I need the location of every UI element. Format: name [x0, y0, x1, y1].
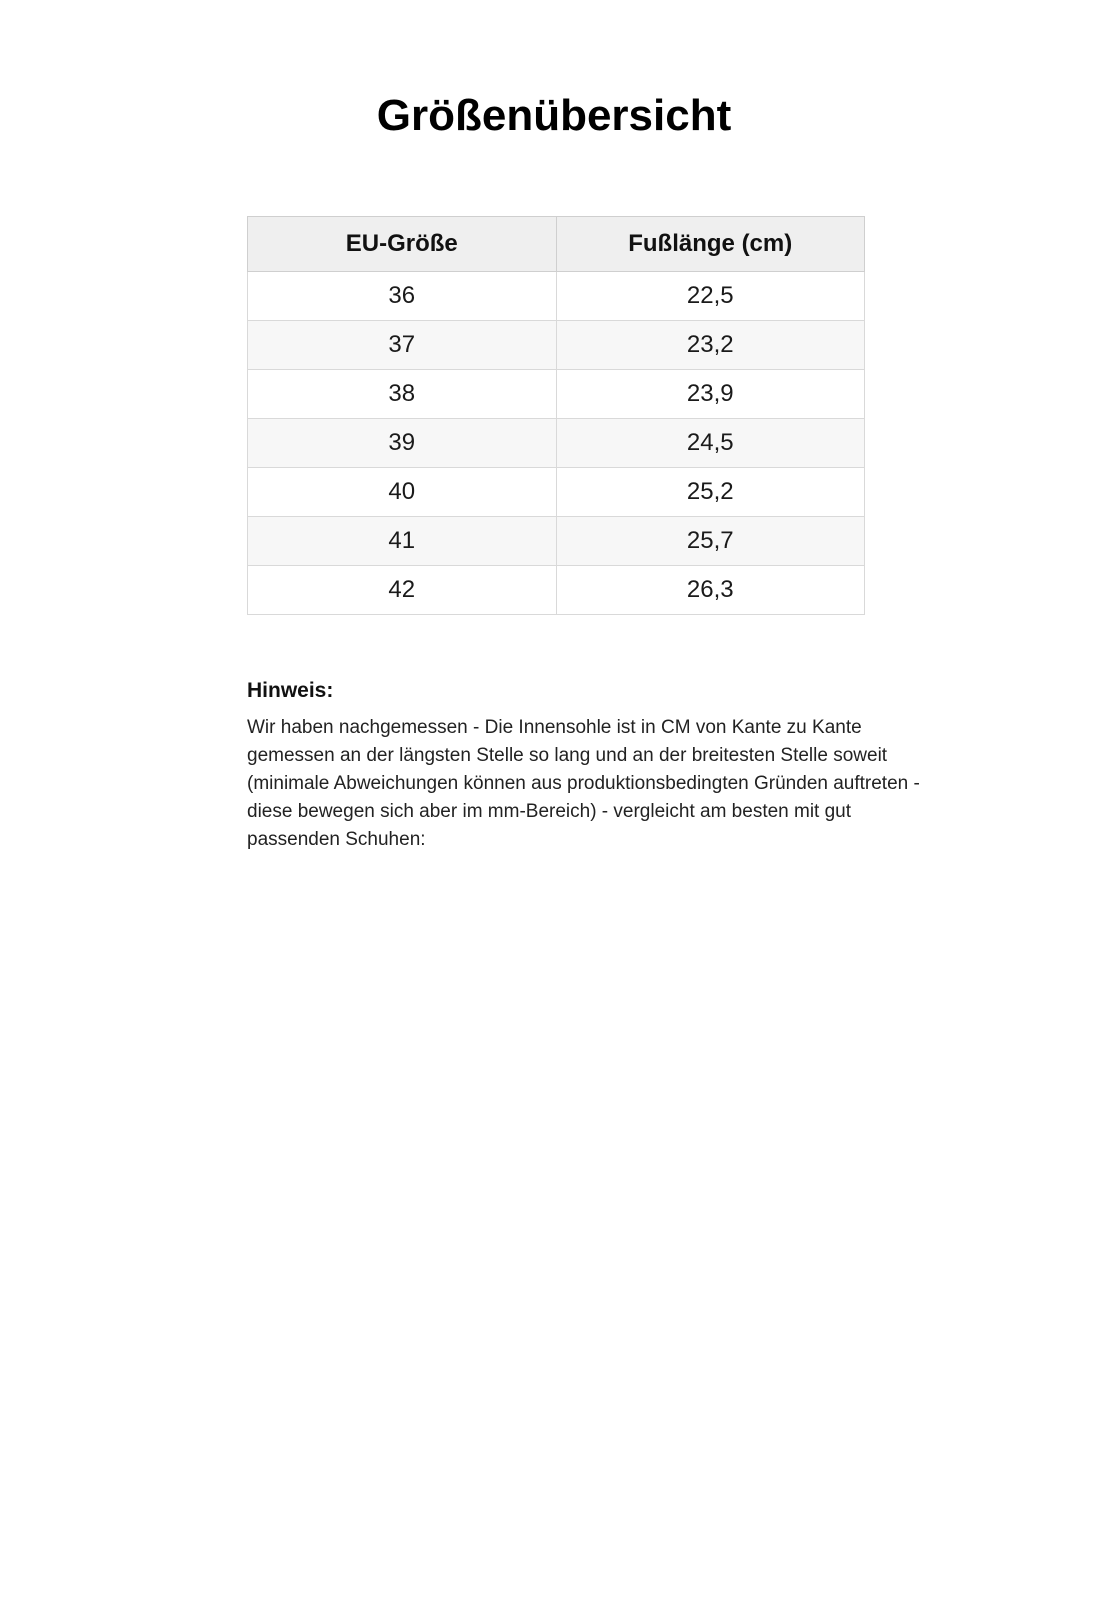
table-row: [248, 517, 865, 566]
foot-length-cell: 23,2: [556, 321, 865, 370]
foot-length-cell: 22,5: [556, 272, 865, 321]
eu-size-cell: 41: [248, 517, 557, 566]
header-eu-size: EU-Größe: [248, 217, 557, 272]
foot-length-cell: 25,7: [556, 517, 865, 566]
table-row: [248, 419, 865, 468]
note-heading: Hinweis:: [247, 679, 334, 702]
note-text: Wir haben nachgemessen - Die Innensohle ist in CM von Kante zu Kante gemessen an der längsten Stelle so lang und an der breitesten Stelle soweit (minimale Abweichungen können aus produktionsbedingten Gründen auftreten - diese bewegen sich aber im mm-Bereich) - vergleicht am besten mit gut passenden Schuhen:: [247, 717, 920, 850]
foot-length-cell: 25,2: [556, 468, 865, 517]
table-row: [248, 321, 865, 370]
eu-size-cell: 38: [248, 370, 557, 419]
header-foot-length: Fußlänge (cm): [556, 217, 865, 272]
table-row: [248, 272, 865, 321]
foot-length-cell: 23,9: [556, 370, 865, 419]
eu-size-cell: 37: [248, 321, 557, 370]
table-row: [248, 468, 865, 517]
eu-size-cell: 40: [248, 468, 557, 517]
foot-length-cell: 26,3: [556, 566, 865, 615]
eu-size-cell: 42: [248, 566, 557, 615]
table-row: [248, 566, 865, 615]
eu-size-cell: 36: [248, 272, 557, 321]
eu-size-cell: 39: [248, 419, 557, 468]
page-title: Größenübersicht: [376, 91, 732, 140]
foot-length-cell: 24,5: [556, 419, 865, 468]
size-table: [247, 216, 865, 615]
table-row: [248, 370, 865, 419]
table-header-row: [248, 217, 865, 272]
